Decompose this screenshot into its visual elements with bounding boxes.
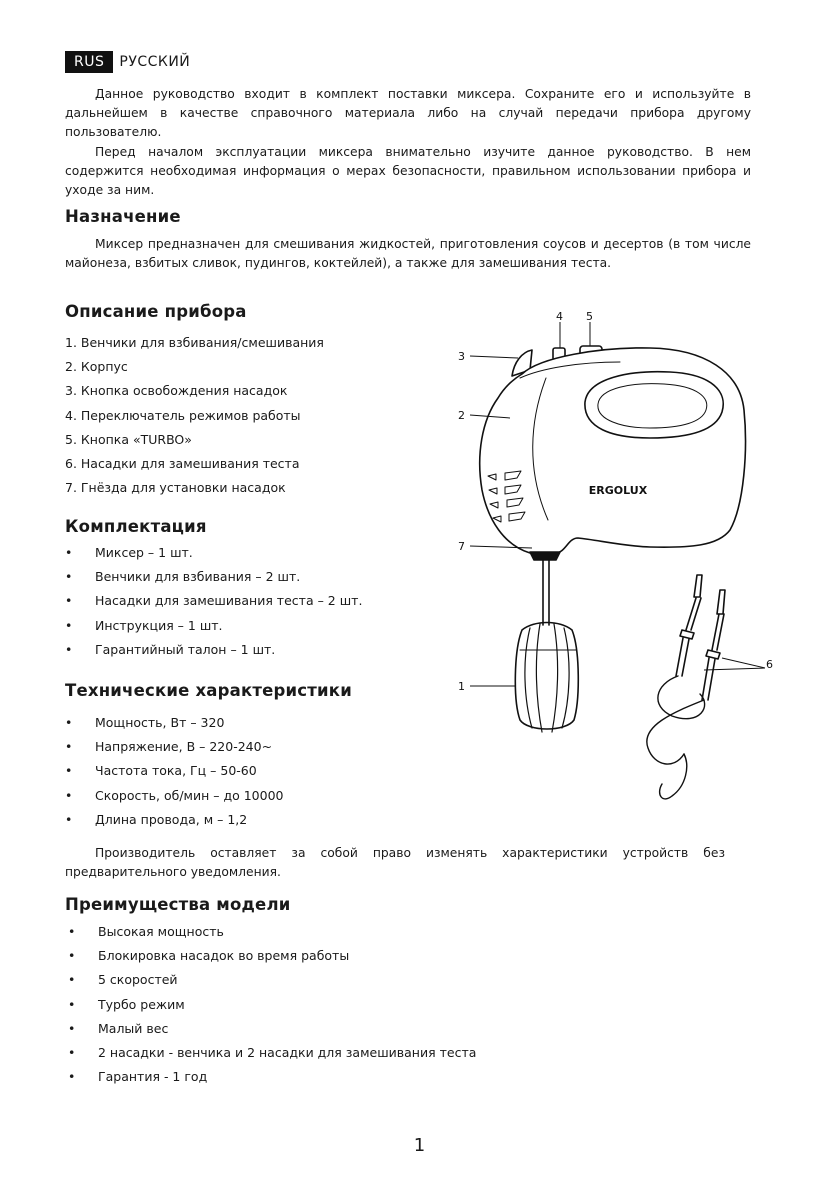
- list-item: • Частота тока, Гц – 50-60: [65, 759, 284, 783]
- package-heading: Комплектация: [65, 517, 207, 536]
- list-item: 7. Гнёзда для установки насадок: [65, 480, 286, 496]
- list-item: 2. Корпус: [65, 359, 128, 375]
- language-header: [65, 51, 190, 73]
- specs-list: [65, 711, 284, 832]
- intro-paragraph-2: Перед началом эксплуатации миксера внимательно изучите данное руководство. В нем содержится необходимая информация о мерах безопасности, правильном использовании прибора и уходе за ним.: [65, 145, 751, 197]
- list-item: • Блокировка насадок во время работы: [65, 944, 476, 968]
- brand-logo: ERGOLUX: [588, 484, 648, 497]
- list-item: • Мощность, Вт – 320: [65, 711, 284, 735]
- list-item: • Венчики для взбивания – 2 шт.: [65, 565, 362, 589]
- list-item: 3. Кнопка освобождения насадок: [65, 383, 288, 399]
- list-item: • Насадки для замешивания теста – 2 шт.: [65, 589, 362, 613]
- list-item: • Гарантийный талон – 1 шт.: [65, 638, 362, 662]
- package-list: [65, 541, 362, 662]
- callout-6: 6: [766, 658, 773, 671]
- list-item: • Инструкция – 1 шт.: [65, 614, 362, 638]
- list-item: • Миксер – 1 шт.: [65, 541, 362, 565]
- list-item: • Длина провода, м – 1,2: [65, 808, 284, 832]
- list-item: • 2 насадки - венчика и 2 насадки для замешивания теста: [65, 1041, 476, 1065]
- mixer-body: [480, 348, 746, 553]
- list-item: 4. Переключатель режимов работы: [65, 407, 301, 423]
- list-item: 1. Венчики для взбивания/смешивания: [65, 335, 324, 350]
- list-item: 6. Насадки для замешивания теста: [65, 455, 300, 471]
- callout-5: 5: [586, 310, 593, 323]
- description-list: [65, 331, 324, 500]
- list-item: • Скорость, об/мин – до 10000: [65, 784, 284, 808]
- advantages-list: [65, 920, 476, 1089]
- callout-2: 2: [458, 409, 465, 422]
- intro-paragraph-1: Данное руководство входит в комплект поставки миксера. Сохраните его и используйте в дальнейшем в качестве справочного материала либо на случай передачи прибора другому пользователю.: [65, 87, 751, 139]
- callout-7: 7: [458, 540, 465, 553]
- language-code-badge: RUS: [65, 51, 113, 73]
- list-item: • Малый вес: [65, 1017, 476, 1041]
- list-item: • Высокая мощность: [65, 920, 476, 944]
- language-name: РУССКИЙ: [119, 54, 191, 70]
- socket-part: [530, 552, 560, 560]
- advantages-heading: Преимущества модели: [65, 895, 291, 914]
- list-item: • 5 скоростей: [65, 968, 476, 992]
- callout-3: 3: [458, 350, 465, 363]
- list-item: • Гарантия - 1 год: [65, 1065, 476, 1089]
- dough-hooks-part: [647, 575, 725, 799]
- mixer-diagram: [450, 300, 780, 820]
- purpose-heading: Назначение: [65, 207, 181, 226]
- list-item: • Напряжение, В – 220-240~: [65, 735, 284, 759]
- list-item: • Турбо режим: [65, 993, 476, 1017]
- callout-1: 1: [458, 680, 465, 693]
- page-number: 1: [413, 1135, 426, 1156]
- specs-heading: Технические характеристики: [65, 681, 352, 700]
- specs-note: Производитель оставляет за собой право изменять характеристики устройств без предварительного уведомления.: [65, 846, 725, 879]
- purpose-text: Миксер предназначен для смешивания жидкостей, приготовления соусов и десертов (в том числе майонеза, взбитых сливок, пудингов, коктейлей), а также для замешивания теста.: [65, 237, 751, 270]
- list-item: 5. Кнопка «TURBO»: [65, 431, 192, 447]
- description-heading: Описание прибора: [65, 302, 247, 321]
- callout-4: 4: [556, 310, 563, 323]
